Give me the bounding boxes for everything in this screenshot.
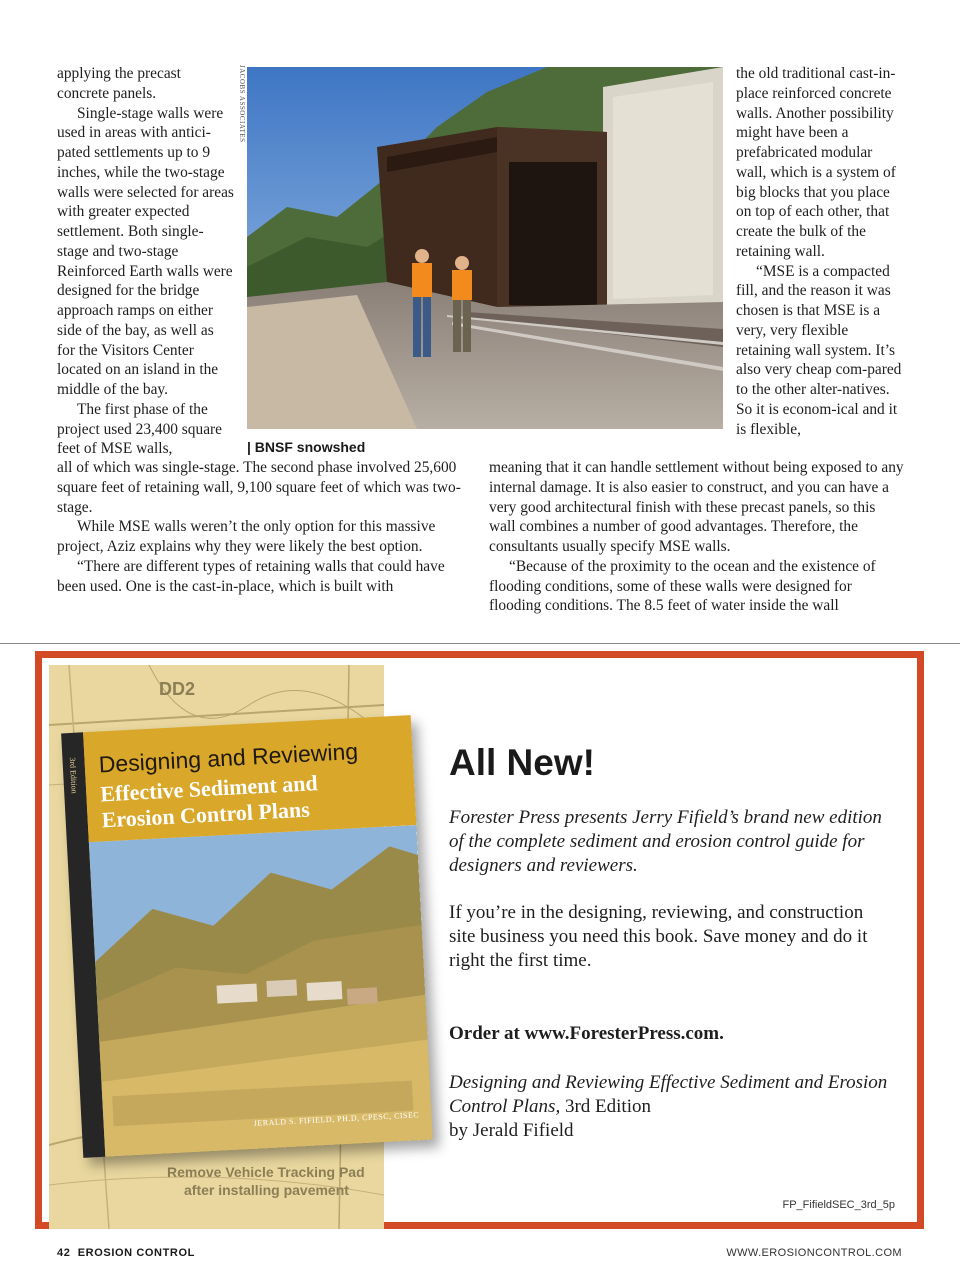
ad-pitch-text: If you’re in the designing, reviewing, and construction site business you need this book. Save money and do it right the first time. bbox=[449, 902, 868, 971]
snowshed-photo bbox=[247, 67, 723, 429]
article-column-right bbox=[736, 64, 904, 439]
ad-order-text[interactable]: Order at www.ForesterPress.com. bbox=[449, 1023, 724, 1044]
article-paragraph: “Because of the proximity to the ocean and the existence of flooding conditions, some of these walls were designed for flooding conditions. The 8.5 feet of water inside the wall bbox=[489, 557, 876, 615]
ad-ref-edition: 3rd Edition bbox=[560, 1096, 651, 1117]
ad-pitch bbox=[449, 901, 889, 973]
book-edition-label: 3rd Edition bbox=[67, 757, 79, 794]
article-paragraph: Single-stage walls were used in areas with antici-pated settlements up to 9 inches, while the two-stage walls were selected for areas with greater expected settlement. Both single-stage and two-stage Reinforced Earth walls were designed for the bridge approach ramps on either side of the bay, as well as for the Visitors Center located on an island in the middle of the bay. bbox=[57, 104, 234, 398]
page-number: 42 bbox=[57, 1247, 71, 1259]
map-label-pavement: after installing pavement bbox=[184, 1182, 349, 1198]
ad-ref-title: Designing and Reviewing Effective Sediment and Erosion Control Plans, bbox=[449, 1072, 888, 1117]
article-column-left bbox=[57, 64, 235, 459]
book-cover-photo bbox=[89, 825, 433, 1157]
article-column-bottom-left bbox=[57, 458, 462, 596]
article-paragraph: The first phase of the project used 23,400 square feet of MSE walls, bbox=[57, 400, 222, 458]
map-label-dd2: DD2 bbox=[159, 679, 196, 699]
ad-headline: All New! bbox=[449, 742, 595, 783]
article-paragraph: all of which was single-stage. The second phase involved 25,600 square feet of retaining wall, 9,100 square feet of which was two-stage. bbox=[57, 459, 461, 516]
article-paragraph: the old traditional cast-in-place reinforced concrete walls. Another possibility might have been a prefabricated modular wall, which is a system of big blocks that you place on top of each other, that create the bulk of the retaining wall. bbox=[736, 65, 896, 260]
article-paragraph: “There are different types of retaining walls that could have been used. One is the cast-in-place, which is built with bbox=[57, 557, 445, 595]
footer-url[interactable]: WWW.EROSIONCONTROL.COM bbox=[726, 1247, 902, 1259]
ad-book-reference bbox=[449, 1071, 889, 1143]
snowshed-photo-graphic bbox=[247, 67, 723, 429]
ad-code: FP_FifieldSEC_3rd_5p bbox=[782, 1199, 895, 1211]
article-paragraph: “MSE is a compacted fill, and the reason it was chosen is that MSE is a very, very flexible retaining wall system. It’s also very cheap com-pared to the other alter-natives. So it is econom-ical and it is flexible, bbox=[736, 262, 902, 438]
section-divider bbox=[0, 643, 960, 644]
book-author-label: JERALD S. FIFIELD, PH.D, CPESC, CISEC bbox=[253, 1110, 420, 1128]
article-paragraph: While MSE walls weren’t the only option for this massive project, Aziz explains why they were likely the best option. bbox=[57, 518, 436, 555]
article-paragraph: applying the precast concrete panels. bbox=[57, 65, 181, 102]
book-cover bbox=[67, 724, 422, 1149]
photo-caption: | BNSF snowshed bbox=[247, 439, 366, 455]
book-title-line1: Designing and Reviewing bbox=[98, 737, 359, 778]
article-paragraph: meaning that it can handle settlement without being exposed to any internal damage. It is also easier to construct, and you can have a very good architectural finish with these precast panels, so this wall combines a number of good advantages. Therefore, the consultants usually specify MSE walls. bbox=[489, 459, 904, 555]
ad-intro bbox=[449, 806, 889, 878]
book-title-line3: Erosion Control Plans bbox=[101, 796, 311, 833]
book-title-block bbox=[83, 715, 416, 842]
article-column-bottom-right bbox=[489, 458, 904, 616]
book-advertisement bbox=[35, 651, 924, 1229]
ad-intro-text: Forester Press presents Jerry Fifield’s brand new edition of the complete sediment and erosion control guide for designers and reviewers. bbox=[449, 807, 882, 876]
ad-ref-author: by Jerald Fifield bbox=[449, 1120, 574, 1141]
photo-credit-text: JACOBS ASSOCIATES bbox=[238, 65, 246, 143]
map-label-tracking-pad: Remove Vehicle Tracking Pad bbox=[167, 1164, 365, 1180]
footer-left bbox=[57, 1247, 195, 1259]
publication-name: EROSION CONTROL bbox=[77, 1247, 195, 1259]
book-title-line2: Effective Sediment and bbox=[99, 770, 319, 807]
ad-order-link[interactable] bbox=[449, 1022, 889, 1046]
